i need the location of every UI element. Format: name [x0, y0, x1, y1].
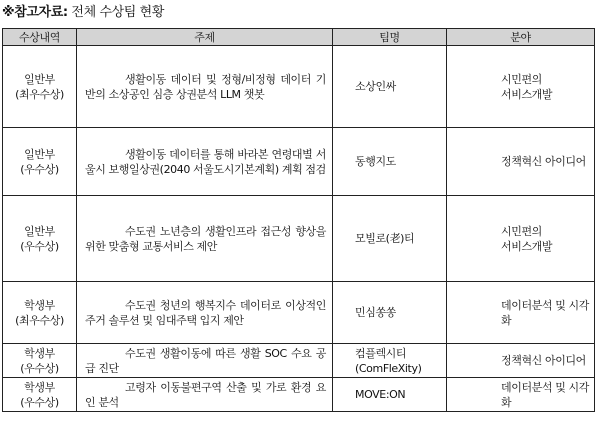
award-cell — [3, 196, 77, 282]
division: 학생부 — [24, 380, 55, 394]
topic-text: 생활이동 데이터를 통해 바라본 연령대별 서울시 보행일상권(2040 서울도시기본계획) 계획 점검 — [85, 147, 326, 176]
team-name-english: (ComFleXity) — [355, 361, 422, 375]
team-name: 동행지도 — [355, 155, 396, 168]
field-cell — [447, 128, 595, 196]
topic-text: 수도권 노년층의 생활인프라 접근성 향상을 위한 맞춤형 교통서비스 제안 — [85, 224, 326, 253]
field-cell — [447, 344, 595, 378]
team-name: 컴플렉시티 — [355, 346, 407, 360]
award-cell — [3, 344, 77, 378]
field-text: 데이터분석 및 시각화 — [501, 298, 590, 327]
table-row — [3, 378, 595, 412]
award-rank: (우수상) — [20, 239, 59, 253]
topic-text: 수도권 청년의 행복지수 데이터로 이상적인 주거 솔루션 및 임대주택 입지 제안 — [85, 298, 326, 327]
award-rank: (우수상) — [20, 395, 59, 409]
table-header-row — [3, 29, 595, 46]
team-cell — [333, 46, 447, 128]
field-text: 서비스개발 — [501, 239, 553, 253]
division: 일반부 — [24, 224, 55, 238]
team-cell — [333, 196, 447, 282]
topic-text: 수도권 생활이동에 따른 생활 SOC 수요 공급 진단 — [85, 346, 326, 375]
team-cell — [333, 378, 447, 412]
award-rank: (최우수상) — [15, 313, 64, 327]
column-header-award: 수상내역 — [3, 29, 77, 46]
table-row — [3, 46, 595, 128]
field-text: 정책혁신 아이디어 — [501, 354, 586, 367]
field-text: 시민편의 — [501, 72, 542, 86]
division: 일반부 — [24, 147, 55, 161]
table-row — [3, 282, 595, 344]
award-cell — [3, 46, 77, 128]
field-cell — [447, 46, 595, 128]
team-cell — [333, 128, 447, 196]
team-name: MOVE:ON — [355, 388, 406, 401]
award-rank: (최우수상) — [15, 87, 64, 101]
heading-label: ※참고자료: — [2, 5, 68, 20]
page-heading — [2, 4, 164, 22]
division: 일반부 — [24, 72, 55, 86]
topic-cell — [77, 378, 333, 412]
field-text: 데이터분석 및 시각화 — [501, 380, 590, 409]
field-cell — [447, 282, 595, 344]
field-text: 시민편의 — [501, 224, 542, 238]
team-name: 민심쏭쏭 — [355, 306, 396, 319]
table-row — [3, 196, 595, 282]
column-header-team: 팀명 — [333, 29, 447, 46]
field-cell — [447, 378, 595, 412]
division: 학생부 — [24, 346, 55, 360]
division: 학생부 — [24, 298, 55, 312]
topic-cell — [77, 282, 333, 344]
team-cell — [333, 282, 447, 344]
award-rank: (우수상) — [20, 361, 59, 375]
topic-text: 생활이동 데이터 및 정형/비정형 데이터 기반의 소상공인 심층 상권분석 LLM 챗봇 — [85, 72, 326, 101]
column-header-topic: 주제 — [77, 29, 333, 46]
award-rank: (우수상) — [20, 162, 59, 176]
field-text: 서비스개발 — [501, 87, 553, 101]
team-name: 모빌로(老)티 — [355, 232, 415, 245]
table-row — [3, 344, 595, 378]
field-text: 정책혁신 아이디어 — [501, 155, 586, 168]
field-cell — [447, 196, 595, 282]
topic-cell — [77, 128, 333, 196]
team-name: 소상인싸 — [355, 80, 396, 93]
heading-title: 전체 수상팀 현황 — [71, 5, 164, 20]
topic-cell — [77, 46, 333, 128]
award-cell — [3, 282, 77, 344]
awards-table — [2, 28, 595, 412]
award-cell — [3, 128, 77, 196]
column-header-field: 분야 — [447, 29, 595, 46]
topic-cell — [77, 344, 333, 378]
topic-text: 고령자 이동불편구역 산출 및 가로 환경 요인 분석 — [85, 380, 326, 409]
table-row — [3, 128, 595, 196]
award-cell — [3, 378, 77, 412]
team-cell — [333, 344, 447, 378]
topic-cell — [77, 196, 333, 282]
